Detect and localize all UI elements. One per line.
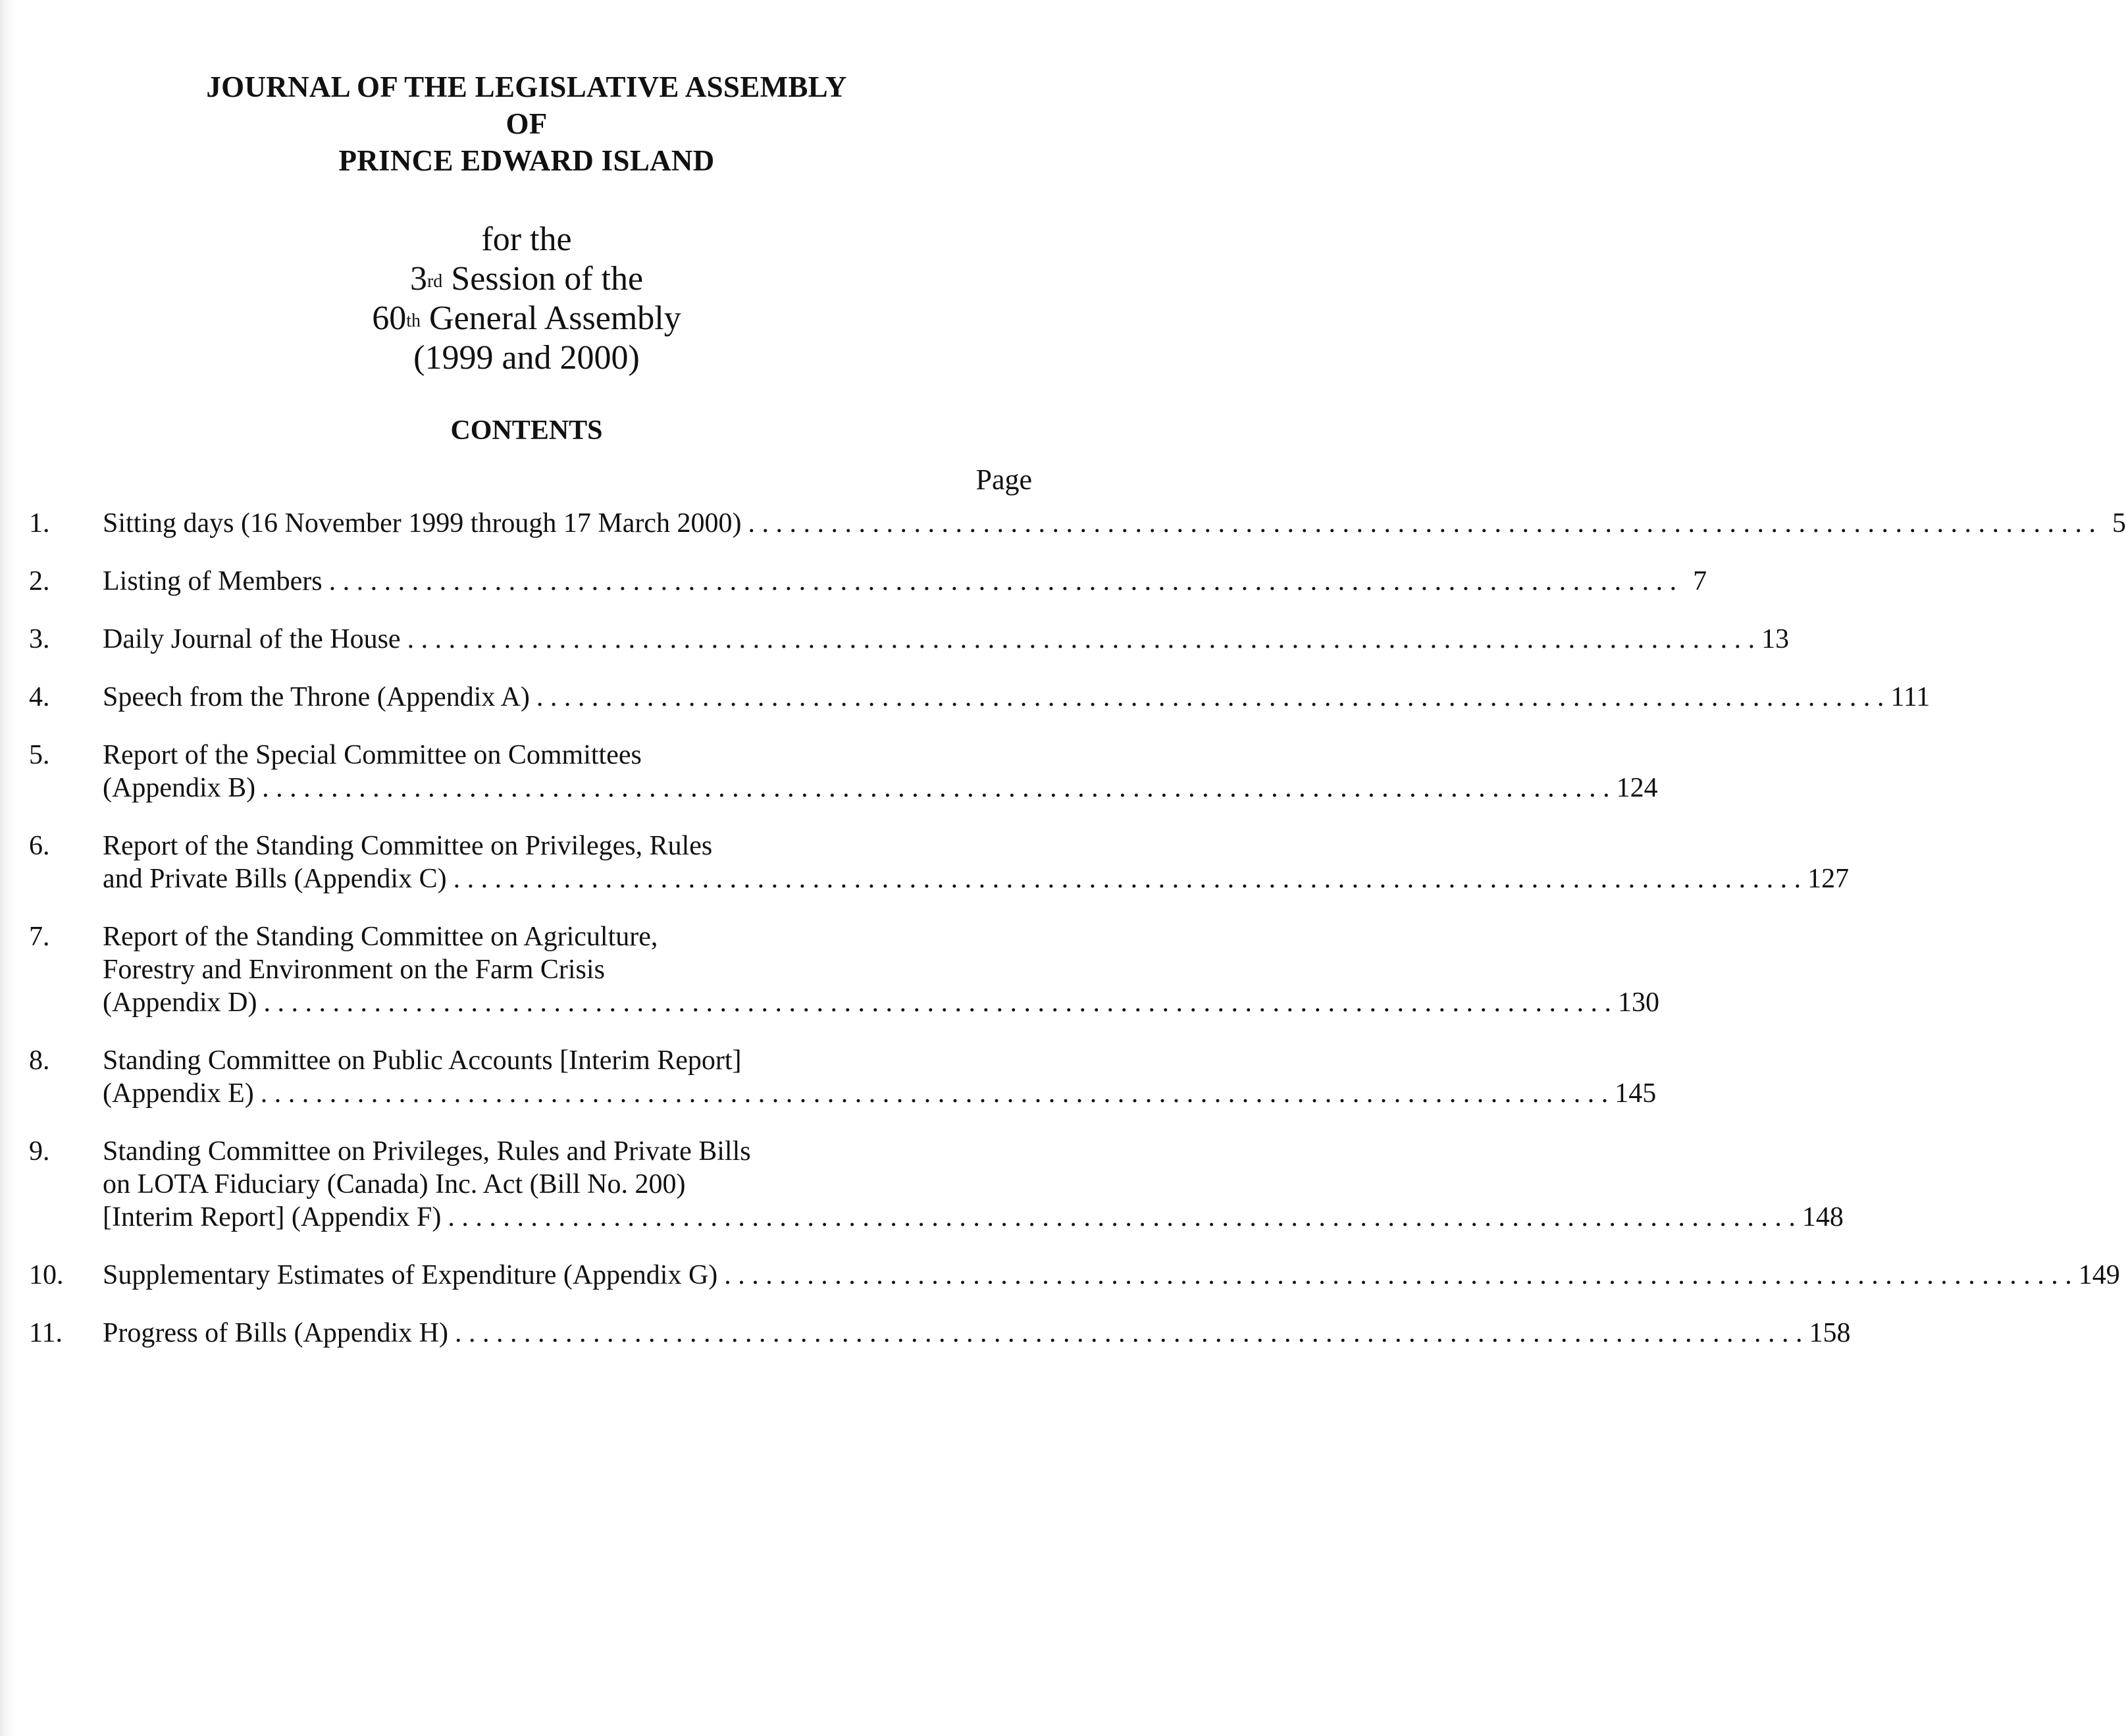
toc-entry-page-number: 7 [1693, 566, 1707, 596]
toc-entry [29, 920, 1659, 1019]
dot-leader [448, 1201, 1796, 1234]
toc-entry-body [103, 829, 1849, 895]
toc-entry-number: 10. [29, 1260, 64, 1290]
toc-entry-last-line [103, 565, 1707, 598]
toc-entry-title-line: Forestry and Environment on the Farm Crisis [103, 955, 605, 985]
toc-entry-page-number: 149 [2078, 1260, 2120, 1290]
toc-entry-title: Daily Journal of the House [103, 624, 401, 654]
toc-entry-number: 1. [29, 508, 50, 539]
dot-leader [454, 862, 1802, 895]
toc-entry-title-line: Standing Committee on Public Accounts [Interim Report] [103, 1045, 742, 1076]
toc-entry-title: (Appendix B) [103, 773, 256, 803]
toc-entry [29, 1317, 1851, 1350]
toc-entry [29, 739, 1658, 804]
assembly-ordinal: 60 [372, 300, 407, 337]
toc-entry-body [103, 920, 1659, 1019]
toc-entry-number: 2. [29, 566, 50, 596]
toc-entry-body [103, 739, 1658, 804]
toc-entry-title: Sitting days (16 November 1999 through 17 March 2000) [103, 508, 742, 539]
toc-entry-body [103, 623, 1789, 656]
session-years: (1999 and 2000) [413, 339, 640, 377]
dot-leader [724, 1259, 2072, 1292]
session-ordinal-suffix: rd [427, 271, 443, 292]
toc-entry-last-line [103, 623, 1789, 656]
toc-entry-title: and Private Bills (Appendix C) [103, 864, 447, 894]
toc-entry-last-line [103, 1077, 1656, 1110]
toc-entry-number: 9. [29, 1136, 50, 1167]
toc-entry-last-line [103, 862, 1849, 895]
toc-entry-last-line [103, 681, 1930, 714]
toc-entry-page-number: 124 [1616, 773, 1658, 803]
session-line-2-text: Session of the [442, 260, 644, 298]
toc-entry [29, 1044, 1657, 1110]
toc-entry-title: (Appendix E) [103, 1078, 254, 1109]
toc-entry-number: 11. [29, 1318, 63, 1348]
toc-entry-title: Progress of Bills (Appendix H) [103, 1318, 448, 1348]
dot-leader [262, 772, 1610, 804]
toc-entry-body [103, 1317, 1850, 1350]
toc-entry [29, 1135, 1844, 1234]
toc-entry-title: (Appendix D) [103, 987, 257, 1018]
dot-leader [748, 507, 2096, 540]
title-line-2: OF [506, 107, 548, 140]
session-line-1: for the [481, 221, 572, 258]
toc-entry-body [103, 681, 1930, 714]
contents-heading: CONTENTS [450, 415, 603, 446]
toc-entry-page-number: 145 [1615, 1078, 1657, 1109]
toc-entry-last-line [103, 772, 1658, 804]
session-line-3-text: General Assembly [421, 300, 681, 337]
assembly-ordinal-suffix: th [406, 311, 421, 331]
toc-entry [29, 565, 1707, 598]
toc-entry-body [103, 1259, 2120, 1292]
toc-entry-title-line: on LOTA Fiduciary (Canada) Inc. Act (Bill No. 200) [103, 1169, 686, 1199]
document-title [0, 68, 1053, 179]
toc-entry [29, 829, 1850, 895]
toc-entry-body [103, 565, 1707, 598]
toc-entry-title: Supplementary Estimates of Expenditure (Appendix G) [103, 1260, 718, 1290]
toc-entry-page-number: 130 [1617, 987, 1659, 1018]
toc-entry-body [103, 1044, 1656, 1110]
toc-entry [29, 681, 1931, 714]
toc-entry-number: 6. [29, 831, 50, 861]
toc-entry-last-line [103, 507, 2126, 540]
toc-entry-number: 8. [29, 1045, 50, 1076]
toc-entry-title-line: Report of the Standing Committee on Agriculture, [103, 922, 658, 952]
toc-entry-page-number: 148 [1802, 1202, 1844, 1232]
dot-leader [329, 565, 1677, 598]
toc-entry [29, 507, 2126, 540]
toc-entry-body [103, 507, 2126, 540]
dot-leader [263, 986, 1611, 1019]
toc-entry [29, 623, 1790, 656]
dot-leader [536, 681, 1884, 714]
toc-entry-last-line [103, 986, 1659, 1019]
toc-entry-number: 4. [29, 682, 50, 712]
toc-entry-last-line [103, 1259, 2120, 1292]
toc-entry-title-line: Standing Committee on Privileges, Rules and Private Bills [103, 1136, 751, 1167]
toc-entry-last-line [103, 1201, 1844, 1234]
toc-entry-body [103, 1135, 1844, 1234]
toc-entry-page-number: 158 [1809, 1318, 1851, 1348]
toc-entry-last-line [103, 1317, 1850, 1350]
toc-entry-title: Listing of Members [103, 566, 323, 596]
toc-entry-page-number: 13 [1761, 624, 1790, 654]
toc-entry-page-number: 127 [1807, 864, 1850, 894]
dot-leader [455, 1317, 1803, 1350]
dot-leader [261, 1077, 1609, 1110]
toc-entry-title-line: Report of the Special Committee on Committees [103, 740, 642, 770]
toc-entry-number: 3. [29, 624, 50, 654]
title-line-3: PRINCE EDWARD ISLAND [338, 144, 715, 177]
toc-entry-title: [Interim Report] (Appendix F) [103, 1202, 442, 1232]
page-column-label: Page [975, 463, 1032, 496]
toc-entry-page-number: 5 [2112, 508, 2126, 539]
session-line-2 [0, 259, 1053, 299]
title-line-1: JOURNAL OF THE LEGISLATIVE ASSEMBLY [206, 70, 847, 103]
dot-leader [407, 623, 1755, 656]
toc-entry-page-number: 111 [1890, 682, 1931, 712]
toc-entry-number: 7. [29, 922, 50, 952]
session-ordinal: 3 [409, 260, 427, 298]
toc-entry-title: Speech from the Throne (Appendix A) [103, 682, 530, 712]
toc-entry-number: 5. [29, 740, 50, 770]
toc-entry-title-line: Report of the Standing Committee on Privileges, Rules [103, 831, 713, 861]
session-subtitle [0, 220, 1053, 378]
session-line-3 [0, 299, 1053, 338]
table-of-contents [29, 507, 2126, 1350]
toc-entry [29, 1259, 2120, 1292]
